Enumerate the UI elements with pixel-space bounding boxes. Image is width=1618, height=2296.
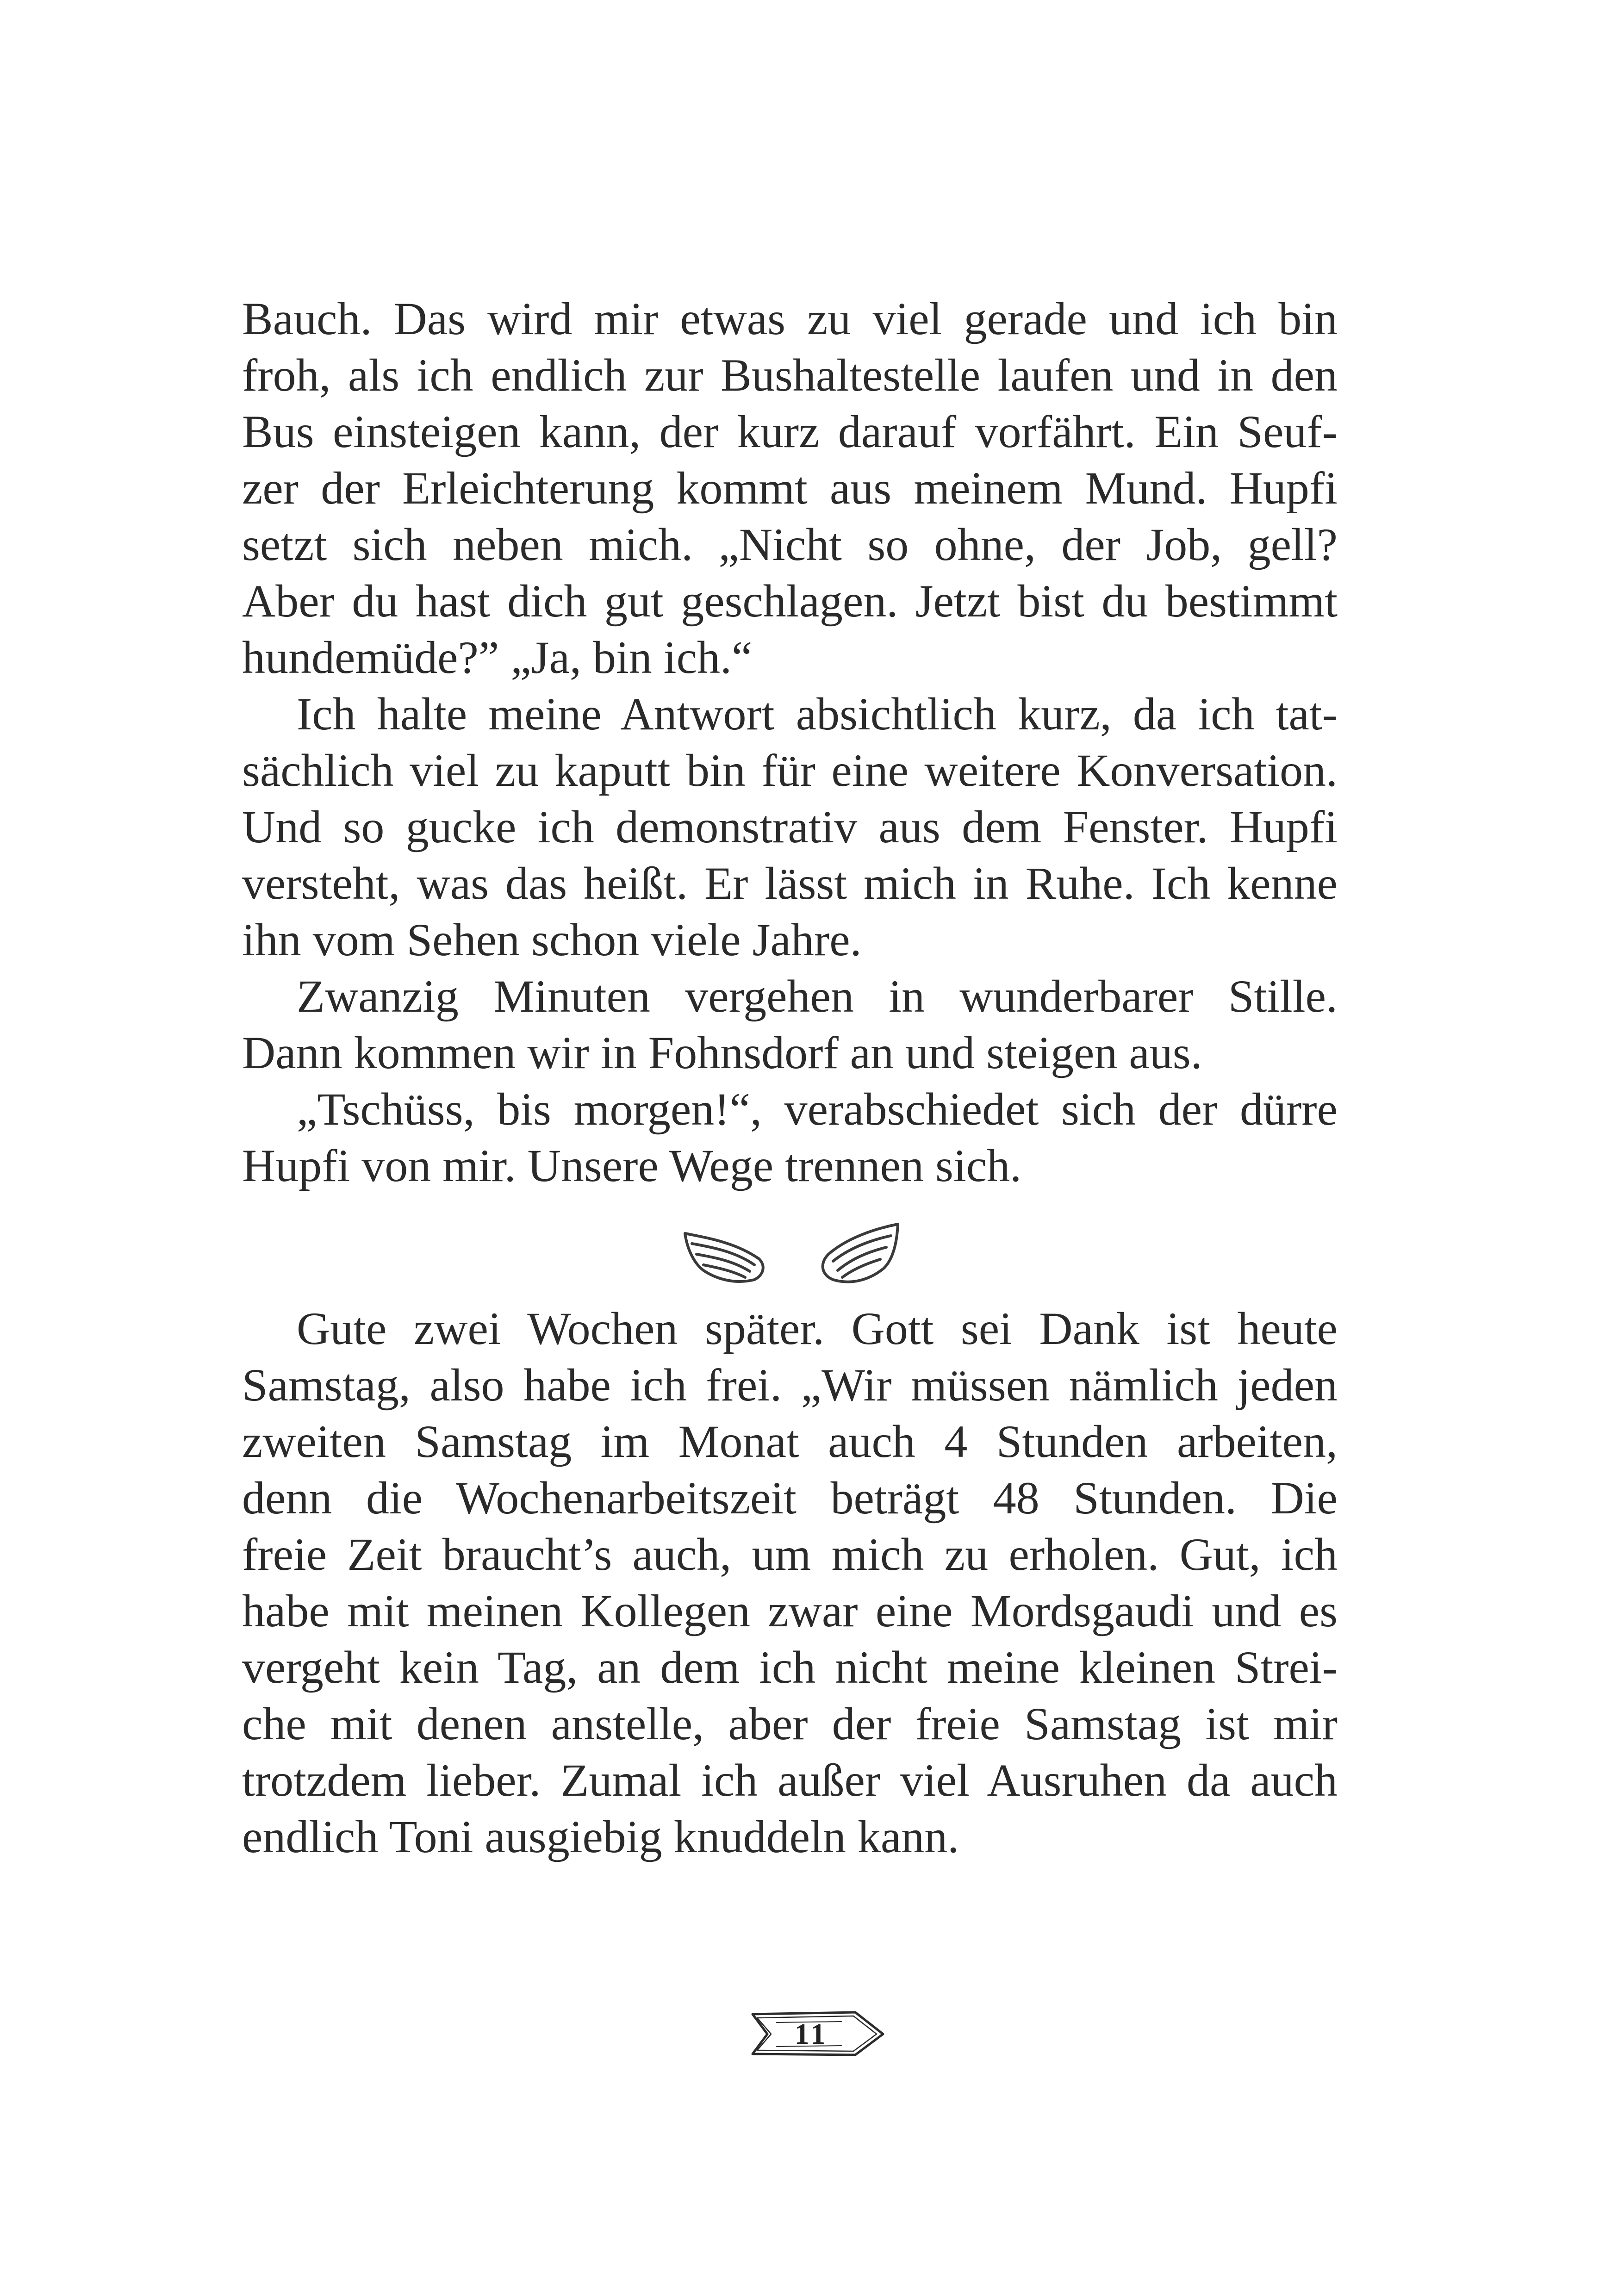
page-number: 11 bbox=[794, 2017, 828, 2050]
text-line: Samstag, also habe ich frei. „Wir müssen nämlich jeden bbox=[242, 1359, 1338, 1411]
angel-wings-icon bbox=[680, 1215, 902, 1294]
text-line: freie Zeit braucht’s auch, um mich zu erholen. Gut, ich bbox=[242, 1529, 1338, 1580]
text-line: zweiten Samstag im Monat auch 4 Stunden arbeiten, bbox=[242, 1416, 1338, 1467]
text-line: endlich Toni ausgiebig knuddeln kann. bbox=[242, 1811, 959, 1862]
text-line: „Tschüss, bis morgen!“, verabschiedet sich der dürre bbox=[297, 1083, 1338, 1135]
text-block-top bbox=[242, 291, 1338, 1194]
text-line: hundemüde?” „Ja, bin ich.“ bbox=[242, 632, 753, 683]
text-line: froh, als ich endlich zur Bushaltestelle laufen und in den bbox=[242, 349, 1338, 401]
text-line: Bauch. Das wird mir etwas zu viel gerade und ich bin bbox=[242, 293, 1338, 344]
text-line: Ich halte meine Antwort absichtlich kurz, da ich tat- bbox=[297, 688, 1338, 740]
text-line: Bus einsteigen kann, der kurz darauf vorfährt. Ein Seuf- bbox=[242, 406, 1338, 457]
text-line: che mit denen anstelle, aber der freie Samstag ist mir bbox=[242, 1698, 1338, 1749]
text-line: denn die Wochenarbeitszeit beträgt 48 Stunden. Die bbox=[242, 1472, 1338, 1524]
text-line: habe mit meinen Kollegen zwar eine Mordsgaudi und es bbox=[242, 1585, 1338, 1636]
text-line: ihn vom Sehen schon viele Jahre. bbox=[242, 914, 862, 965]
text-line: trotzdem lieber. Zumal ich außer viel Ausruhen da auch bbox=[242, 1755, 1338, 1806]
text-line: Hupfi von mir. Unsere Wege trennen sich. bbox=[242, 1140, 1022, 1191]
text-line: Und so gucke ich demonstrativ aus dem Fenster. Hupfi bbox=[242, 801, 1338, 852]
text-line: vergeht kein Tag, an dem ich nicht meine kleinen Strei- bbox=[242, 1642, 1338, 1693]
text-line: Zwanzig Minuten vergehen in wunderbarer Stille. bbox=[297, 971, 1338, 1022]
text-line: Dann kommen wir in Fohnsdorf an und steigen aus. bbox=[242, 1027, 1202, 1078]
text-line: Gute zwei Wochen später. Gott sei Dank ist heute bbox=[297, 1303, 1338, 1354]
text-line: sächlich viel zu kaputt bin für eine weitere Konversation. bbox=[242, 745, 1338, 796]
text-line: versteht, was das heißt. Er lässt mich in Ruhe. Ich kenne bbox=[242, 858, 1338, 909]
text-line: setzt sich neben mich. „Nicht so ohne, der Job, gell? bbox=[242, 519, 1338, 570]
text-line: zer der Erleichterung kommt aus meinem Mund. Hupfi bbox=[242, 462, 1338, 514]
text-line: Aber du hast dich gut geschlagen. Jetzt bist du bestimmt bbox=[242, 575, 1338, 627]
text-block-bottom bbox=[242, 1300, 1338, 1865]
